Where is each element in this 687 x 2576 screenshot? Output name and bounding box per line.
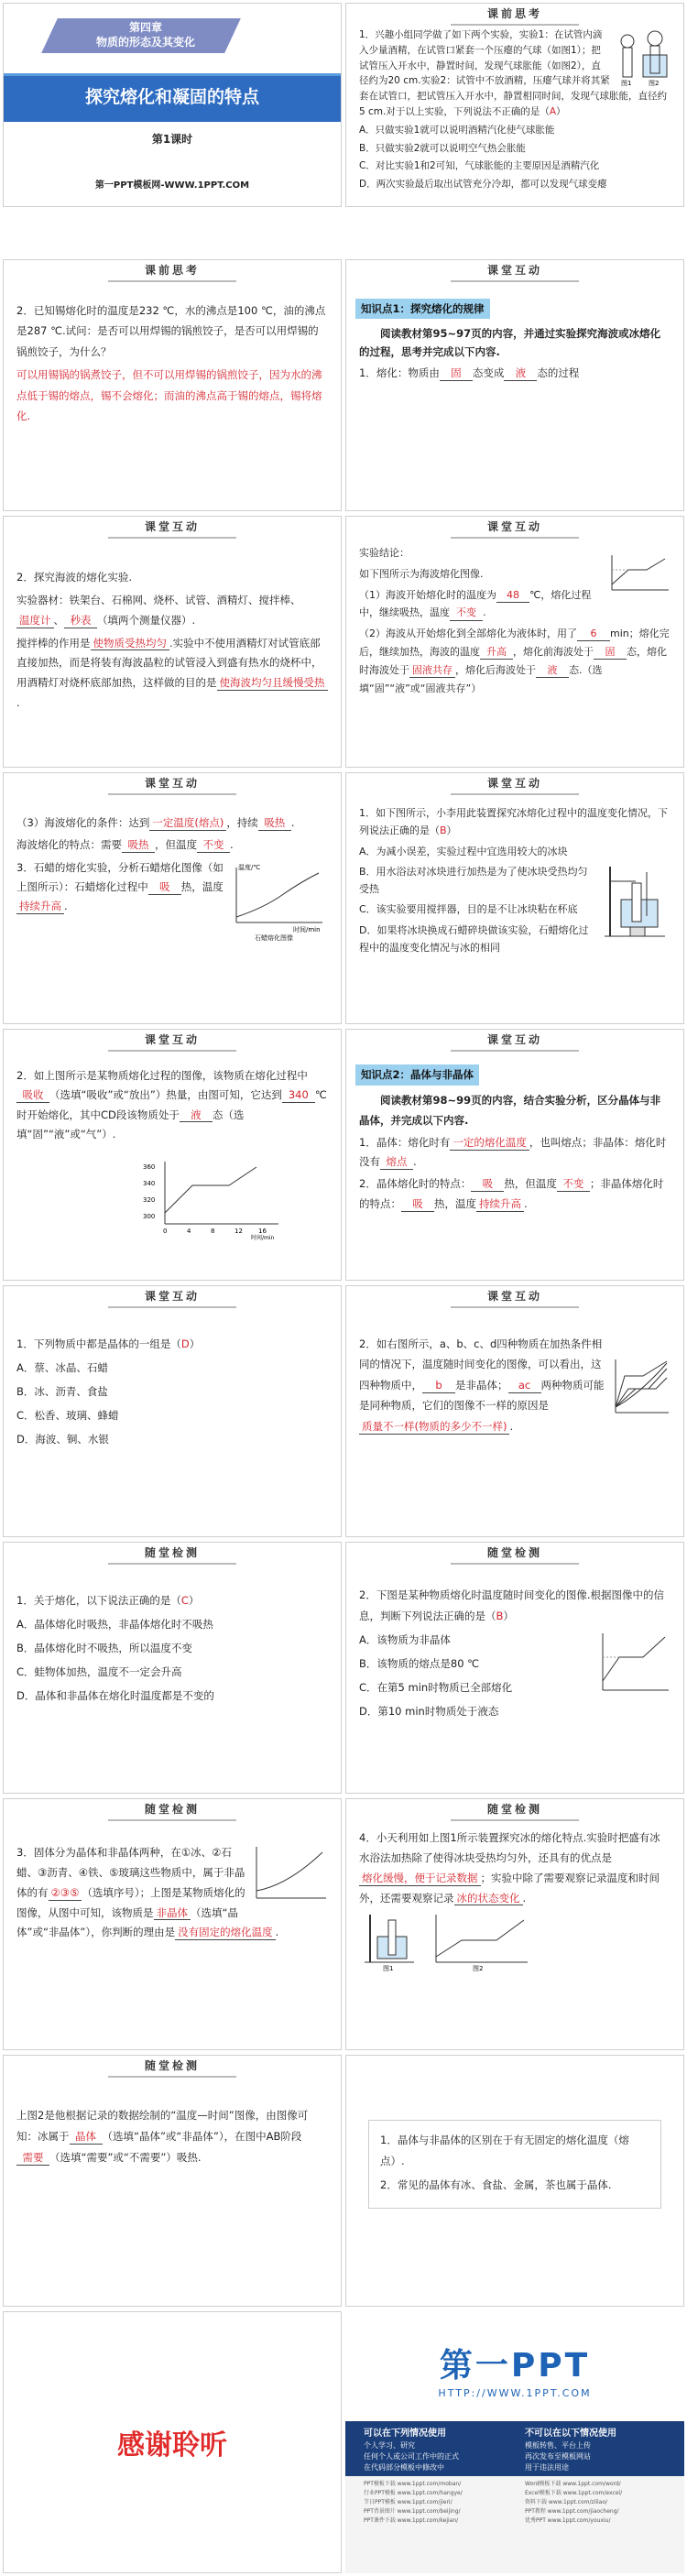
blank-answer: 熔点 <box>380 1155 413 1170</box>
text: . <box>16 696 20 710</box>
question-end: ） <box>556 105 566 117</box>
text: （2）海波从开始熔化到全部熔化为液体时，用了 <box>359 628 577 640</box>
text: 3．固体分为晶体和非晶体两种，在①冰、②石蜡、③沥青、④铁、⑤玻璃这些物质中，属于非晶体的有 <box>16 1846 245 1899</box>
text: ，持续 <box>226 816 258 829</box>
slide-interact-9[interactable] <box>345 1285 684 1537</box>
list-item: 再次发布至模板网站 <box>525 2452 591 2461</box>
summary-box <box>368 2120 661 2209</box>
chapter-label <box>59 20 233 49</box>
blank-answer: ②③⑤ <box>49 1886 82 1901</box>
question-end: ） <box>188 1594 200 1607</box>
option-d[interactable]: D．海波、铜、水银 <box>16 1433 109 1446</box>
links-left <box>364 2480 510 2526</box>
text: 、 <box>53 613 64 627</box>
text: 4．小天利用如上图1所示装置探究冰的熔化特点.实验时把盛有冰水浴法加热除了使得冰块受热均匀外，还具有的优点是 <box>359 1831 660 1864</box>
question-text <box>359 804 671 840</box>
lesson-number: 第1课时 <box>151 133 193 146</box>
text: 是非晶体； <box>455 1378 508 1392</box>
question-stem: 1．如下图所示，小李用此装置探究冰熔化过程中的温度变化情况，下列说法正确的是（ <box>359 807 668 837</box>
x-tick-label: 4 <box>187 1228 191 1235</box>
blank-answer: 秒表 <box>64 614 97 628</box>
text: （1）海波开始熔化时的温度为 <box>359 588 496 601</box>
text: 实验器材：铁架台、石棉网、烧杯、试管、酒精灯、搅拌棒、 <box>16 593 301 606</box>
svg-text:图1: 图1 <box>621 80 632 86</box>
text: （选填“需要”或“不需要”）吸热. <box>49 2151 202 2164</box>
option-d[interactable]: D．如果将冰块换成石蜡碎块做该实验，石蜡熔化过程中的温度变化情况与冰的相同 <box>359 923 589 954</box>
text: . <box>64 900 68 913</box>
list-item: PPT模板下载 www.1ppt.com/moban/ <box>364 2481 462 2487</box>
logo-area <box>345 2311 684 2421</box>
svg-text:时间/min: 时间/min <box>293 925 321 933</box>
question-text <box>16 1066 328 1144</box>
knowledge-point-label: 知识点2：晶体与非晶体 <box>355 1064 479 1086</box>
slide-header: 随堂检测 <box>4 2056 341 2076</box>
y-tick-label: 360 <box>143 1163 156 1171</box>
text: 态.（选填“固”“液”或“固液共存”） <box>359 663 603 694</box>
svg-text:温度/℃: 温度/℃ <box>238 863 261 871</box>
text: （填两个测量仪器）. <box>97 613 196 627</box>
text: 海波熔化的特点：需要 <box>16 838 122 852</box>
svg-text:图1: 图1 <box>383 1965 394 1972</box>
blank-answer: 固 <box>594 646 627 660</box>
option-a[interactable]: A．晶体熔化时吸热，非晶体熔化时不吸热 <box>16 1618 213 1631</box>
y-tick-label: 300 <box>143 1213 156 1220</box>
slide-interact-8[interactable] <box>3 1285 342 1537</box>
text: min；熔化完后，继续加热，海波的温度 <box>359 628 670 658</box>
text: ；非晶体熔化时的特点： <box>359 1177 664 1210</box>
forbidden-title: 不可以在以下情况使用 <box>525 2429 616 2439</box>
hypo-chart <box>606 553 671 594</box>
blank-answer: 非晶体 <box>154 1906 191 1921</box>
text: . <box>524 1196 528 1210</box>
text: . <box>275 1926 279 1939</box>
x-tick-label: 12 <box>234 1228 243 1235</box>
knowledge-point-label: 知识点1：探究熔化的规律 <box>355 299 490 319</box>
list-item: 模板转售、平台上传 <box>525 2441 591 2450</box>
text: . <box>413 1155 417 1169</box>
slide-header: 课堂互动 <box>346 260 683 280</box>
text: 2．晶体熔化时的特点： <box>359 1177 472 1191</box>
blank-answer: 固 <box>440 366 473 381</box>
option-a[interactable]: A．为减小误差，实验过程中宜选用较大的冰块 <box>359 845 568 857</box>
answer: B <box>440 824 447 837</box>
reading-instruction: 阅读教材第98~99页的内容，结合实验分析，区分晶体与非晶体，并完成以下内容. <box>359 1094 661 1127</box>
reading-instruction: 阅读教材第95~97页的内容，并通过实验探究海波或冰熔化的过程，思考并完成以下内容. <box>359 327 661 359</box>
text: 1．晶体：熔化时有 <box>359 1135 451 1149</box>
text: （选填序号）；上图是某物质熔化的图像，从图中可知，该物质是 <box>16 1885 245 1919</box>
text: 2．如右图所示，a、b、c、d四种物质在加热条件相同的情况下，温度随时间变化的图像，可以看出，这四种物质中， <box>359 1337 603 1392</box>
blank-answer: 6 <box>577 628 610 641</box>
text: （选填“晶体”或“非晶体”），你判断的理由是 <box>16 1905 238 1939</box>
answer: B <box>496 1610 504 1622</box>
text: 态变成 <box>472 366 505 380</box>
question-text: 2．已知锡熔化时的温度是232 ℃，水的沸点是100 ℃，油的沸点是287 ℃.试问：是否可以用焊锡的锅煎饺子，是否可以用焊锡的锅煎饺子，为什么？ <box>16 304 326 358</box>
melting-chart <box>141 1158 288 1240</box>
question-end: ） <box>446 824 457 837</box>
question-text <box>359 1828 671 1908</box>
slide-header: 课堂互动 <box>4 773 341 793</box>
forbidden-list <box>525 2440 671 2473</box>
fill-line-1 <box>16 813 328 833</box>
list-item: 节日PPT模板 www.1ppt.com/jieri/ <box>364 2499 453 2505</box>
summary-line-1: 1．晶体与非晶体的区别在于有无固定的熔化温度（熔点）. <box>380 2134 629 2167</box>
slide-check-1[interactable] <box>3 1542 342 1794</box>
text: （选填“吸收”或“放出”）热量，由图可知，它达到 <box>49 1088 282 1102</box>
slide-check-4[interactable] <box>345 1798 684 2050</box>
chapter-subtitle: 物质的形态及其变化 <box>95 36 195 49</box>
option-c[interactable]: C．松香、玻璃、蜂蜡 <box>16 1409 119 1422</box>
slide-header: 课堂互动 <box>346 773 683 793</box>
text: . <box>290 816 295 829</box>
slide-thanks[interactable] <box>3 2311 342 2573</box>
list-item: 行业PPT模板 www.1ppt.com/hangye/ <box>364 2490 463 2496</box>
blank-answer: 340 <box>282 1088 315 1103</box>
blank-answer: 晶体 <box>70 2130 103 2145</box>
text: 态，熔化时海波处于 <box>359 645 667 676</box>
text: 热，温度 <box>434 1196 476 1210</box>
blank-answer: ac <box>508 1379 541 1393</box>
blank-answer: 一定的熔化温度 <box>450 1136 529 1151</box>
slide-pre-thinking-1[interactable] <box>345 3 684 207</box>
slide-header: 课堂互动 <box>346 1030 683 1050</box>
option-c[interactable]: C．该实验要用搅拌器，目的是不让冰块粘在杯底 <box>359 903 578 916</box>
question-stem: 2．下图是某种物质熔化时温度随时间变化的图像.根据图像中的信息，判断下列说法正确的是（ <box>359 1588 664 1622</box>
option-c[interactable]: C．在第5 min时物质已全部熔化 <box>359 1681 513 1694</box>
ice-experiment-figures <box>359 1911 533 1971</box>
answer: C <box>180 1594 189 1607</box>
slide-header: 课堂互动 <box>4 1030 341 1050</box>
amorphous-chart <box>251 1843 328 1905</box>
list-item: Excel模板下载 www.1ppt.com/excel/ <box>525 2490 623 2496</box>
text: （选填“晶体”或“非晶体”），在图中AB阶段 <box>102 2130 302 2143</box>
option-d[interactable]: D．晶体和非晶体在熔化时温度都是不变的 <box>16 1689 214 1702</box>
option-c[interactable]: C．对比实验1和2可知，气球胀能的主要原因是酒精汽化 <box>359 160 600 172</box>
blank-answer: 不变 <box>197 838 230 853</box>
answer: A <box>549 105 557 117</box>
blank-answer: 固液共存 <box>409 664 455 678</box>
cover-slide[interactable] <box>3 3 342 207</box>
blank-answer: 吸 <box>401 1197 434 1212</box>
links-right <box>525 2480 671 2526</box>
option-b[interactable]: B．该物质的熔点是80 ℃ <box>359 1657 480 1670</box>
y-tick-label: 340 <box>143 1180 156 1187</box>
text: 搅拌棒的作用是 <box>16 636 91 649</box>
list-item: 任何个人或公司工作中的正式 <box>364 2452 459 2461</box>
slide-header: 课堂互动 <box>4 517 341 537</box>
text: 热，但温度 <box>504 1177 557 1191</box>
option-a[interactable]: A．该物质为非晶体 <box>359 1633 451 1646</box>
fill-line-1 <box>359 1133 671 1173</box>
text: 1．熔化：物质由 <box>359 366 440 380</box>
question-stem: 1．下列物质中都是晶体的一组是（ <box>16 1337 181 1350</box>
text: ℃，熔化过程中，继续吸热，温度 <box>359 588 592 619</box>
blank-answer: 持续升高 <box>476 1197 524 1212</box>
option-c[interactable]: C．蛙物体加热，温度不一定会升高 <box>16 1665 182 1678</box>
balloon-figure <box>616 29 671 86</box>
answer: D <box>180 1337 190 1350</box>
allowed-list <box>364 2440 510 2473</box>
conclusion-title: 实验结论： <box>359 547 409 559</box>
slide-check-5[interactable] <box>3 2055 342 2307</box>
option-b[interactable]: B．用水浴法对冰块进行加热是为了使冰块受热均匀受热 <box>359 865 588 895</box>
usage-banner <box>345 2421 684 2476</box>
list-item: 资料下载 www.1ppt.com/ziliao/ <box>525 2499 608 2505</box>
question-stem: 1．关于熔化，以下说法正确的是（ <box>16 1594 181 1607</box>
question-stem: 1．兴趣小组同学做了如下两个实验，实验1：在试管内滴入少量酒精，在试管口紧套一个压瘪的气球（如图1）；把试管压入开水中，静置时间，发现气球胀能（如图2），直径约为20 cm.实验2：试管中不放酒精，压瘪气球并将其紧套在试管口，把试管压入开水中，静置相同时间，发现气球胀能，直径约5 cm.对于以上实验，下列说法不正确的是（ <box>359 29 667 117</box>
thanks-text: 感谢聆听 <box>117 2429 227 2461</box>
slide-interact-4[interactable] <box>3 772 342 1024</box>
list-item: 个人学习、研究 <box>364 2441 415 2450</box>
fill-line-2 <box>359 1174 671 1214</box>
text: 态（选填“固”“液”或“气”）. <box>16 1108 245 1141</box>
materials-line <box>16 591 328 631</box>
x-axis-label: 时间/min <box>251 1235 275 1240</box>
option-b[interactable]: B．冰、沥青、食盐 <box>16 1385 108 1398</box>
blank-answer: 使物质受热均匀 <box>91 637 170 651</box>
text: . <box>483 606 486 619</box>
blank-answer: 一定温度(熔点) <box>149 816 226 831</box>
list-item: Word模板下载 www.1ppt.com/word/ <box>525 2481 621 2487</box>
blank-answer: 持续升高 <box>16 900 64 914</box>
text: . <box>509 1419 514 1433</box>
slide-interact-3[interactable] <box>345 516 684 768</box>
question-text <box>16 1334 328 1355</box>
purpose-line <box>16 634 328 714</box>
fill-in-line <box>359 364 671 382</box>
slide-header: 随堂检测 <box>4 1543 341 1563</box>
text: ；实验中除了需要观察记录温度和时间外，还需要观察记录 <box>359 1871 660 1905</box>
slide-header: 课前思考 <box>4 260 341 280</box>
text: 3．石蜡的熔化实验，分析石蜡熔化图像（如上图所示）：石蜡熔化过程中 <box>16 860 224 893</box>
lesson-title: 探究熔化和凝固的特点 <box>84 87 259 107</box>
blank-answer: 没有固定的熔化温度 <box>175 1926 276 1940</box>
slide-header: 课堂互动 <box>346 517 683 537</box>
question-text <box>16 1590 328 1611</box>
blank-answer: 吸收 <box>16 1088 49 1103</box>
slide-interact-1[interactable] <box>345 259 684 511</box>
slide-header: 课堂互动 <box>346 1286 683 1306</box>
blank-answer: 不变 <box>557 1177 590 1192</box>
abcd-chart <box>612 1358 671 1416</box>
option-d[interactable]: D．第10 min时物质处于液态 <box>359 1705 499 1718</box>
slide-ppt-info[interactable] <box>345 2311 684 2573</box>
list-item: 优秀PPT www.1ppt.com/youxiu/ <box>525 2517 611 2524</box>
question-text <box>359 1585 671 1627</box>
y-tick-label: 320 <box>143 1196 156 1204</box>
question-end: ） <box>503 1610 514 1622</box>
slide-check-2[interactable] <box>345 1542 684 1794</box>
x-tick-label: 0 <box>163 1228 168 1235</box>
blank-answer: 吸 <box>148 880 181 895</box>
x-tick-label: 8 <box>211 1228 215 1235</box>
allowed-title: 可以在下列情况使用 <box>364 2429 446 2439</box>
text: 两种物质可能是同种物质，它们的图像不一样的原因是 <box>359 1378 605 1413</box>
svg-text:石蜡熔化图像: 石蜡熔化图像 <box>255 933 293 941</box>
slide-header: 课堂互动 <box>4 1286 341 1306</box>
text: .实验中不使用酒精灯对试管底部直接加热，而是将装有海波晶粒的试管浸入到盛有热水的烧杯中，用酒精灯对烧杯底部加热，这样做的目的是 <box>16 636 322 690</box>
blank-answer: b <box>422 1379 455 1393</box>
text: ，也叫熔点；非晶体：熔化时没有 <box>359 1135 667 1169</box>
text: ，但温度 <box>155 838 197 852</box>
fill-line-2 <box>16 835 328 855</box>
slide-header: 随堂检测 <box>346 1799 683 1819</box>
blank-answer: 液 <box>504 366 537 381</box>
blank-answer: 不变 <box>450 606 483 620</box>
slide-pre-thinking-2[interactable] <box>3 259 342 511</box>
question-text <box>16 2105 328 2168</box>
summary-line-2: 2．常见的晶体有冰、食盐、金属，茶也属于晶体. <box>380 2178 612 2191</box>
blank-answer: 升高 <box>480 646 513 660</box>
text: （3）海波熔化的条件：达到 <box>16 816 150 829</box>
blank-answer: 熔化缓慢，便于记录数据 <box>359 1872 481 1886</box>
slide-check-3[interactable] <box>3 1798 342 2050</box>
text: 上图2是他根据记录的数据绘制的“温度—时间”图像，由图像可知：冰属于 <box>16 2109 309 2143</box>
text: . <box>230 838 234 852</box>
apparatus-figure <box>599 863 671 940</box>
list-item: 在代码部分模板中修改中 <box>364 2463 444 2472</box>
text: ，熔化后海波处于 <box>455 663 536 676</box>
ppt-logo: 第一PPT <box>439 2347 591 2385</box>
text: 2．如上图所示是某物质熔化过程的图像，该物质在熔化过程中 <box>16 1069 308 1082</box>
ppt-url[interactable]: HTTP://WWW.1PPT.COM <box>438 2387 592 2399</box>
wax-chart <box>227 862 328 941</box>
blank-answer: 温度计 <box>16 614 54 628</box>
slide-header: 随堂检测 <box>4 1799 341 1819</box>
option-b[interactable]: B．晶体熔化时不吸热，所以温度不变 <box>16 1642 192 1654</box>
blank-answer: 吸热 <box>258 816 291 831</box>
question-end: ） <box>189 1337 201 1350</box>
text: 热，温度 <box>180 879 224 893</box>
list-item: 用于违法用途 <box>525 2463 569 2472</box>
text: 如下图所示为海波熔化图像. <box>359 567 484 580</box>
option-b[interactable]: B．只做实验2就可以说明空气热会胀能 <box>359 142 526 154</box>
slide-summary[interactable] <box>345 2055 684 2307</box>
blank-answer: 液 <box>180 1108 213 1123</box>
blank-answer: 吸 <box>471 1177 504 1192</box>
text: ，熔化前海波处于 <box>513 645 594 658</box>
blank-answer: 质量不一样(物质的多少不一样) <box>359 1420 509 1435</box>
x-tick-label: 16 <box>258 1228 267 1235</box>
blank-answer: 冰的状态变化 <box>454 1892 523 1906</box>
section-title: 2．探究海波的熔化实验. <box>16 571 132 584</box>
blank-answer: 液 <box>536 664 569 678</box>
substance-chart <box>597 1630 671 1697</box>
links-area <box>345 2476 684 2573</box>
slide-header: 随堂检测 <box>346 1543 683 1563</box>
slide-interact-7[interactable] <box>345 1029 684 1281</box>
svg-text:图2: 图2 <box>473 1965 484 1972</box>
slide-interact-5[interactable] <box>345 772 684 1024</box>
option-a[interactable]: A．蔡、冰晶、石蜡 <box>16 1361 108 1374</box>
option-d[interactable]: D．两次实验最后取出试管充分冷却，都可以发现气球变瘪 <box>359 179 607 191</box>
slide-interact-6[interactable] <box>3 1029 342 1281</box>
text: ℃时开始熔化，其中CD段该物质处于 <box>16 1088 327 1121</box>
text: . <box>522 1891 527 1905</box>
blank-answer: 使海波均匀且缓慢受热 <box>217 676 328 691</box>
list-item: PPT背景图片 www.1ppt.com/beijing/ <box>364 2508 461 2515</box>
answer-text: 可以用锡锅的锅煮饺子，但不可以用焊锡的锅煎饺子，因为水的沸点低于锡的熔点，锡不会熔化；而油的沸点高于锡的熔点，锡将熔化. <box>16 368 322 423</box>
site-label: 第一PPT模板网-WWW.1PPT.COM <box>94 180 250 191</box>
slide-header: 课前思考 <box>346 4 683 24</box>
slide-interact-2[interactable] <box>3 516 342 768</box>
text: 态的过程 <box>537 366 580 380</box>
option-a[interactable]: A．只做实验1就可以说明酒精汽化使气球胀能 <box>359 124 555 136</box>
chapter-number: 第四章 <box>128 21 162 34</box>
svg-text:图2: 图2 <box>649 80 660 86</box>
fill-line-2 <box>359 625 671 697</box>
blank-answer: 48 <box>496 589 529 603</box>
list-item: PPT教程 www.1ppt.com/jiaocheng/ <box>525 2508 619 2515</box>
list-item: PPT课件下载 www.1ppt.com/kejian/ <box>364 2517 459 2524</box>
blank-answer: 吸热 <box>122 838 155 853</box>
blank-answer: 需要 <box>16 2151 49 2166</box>
